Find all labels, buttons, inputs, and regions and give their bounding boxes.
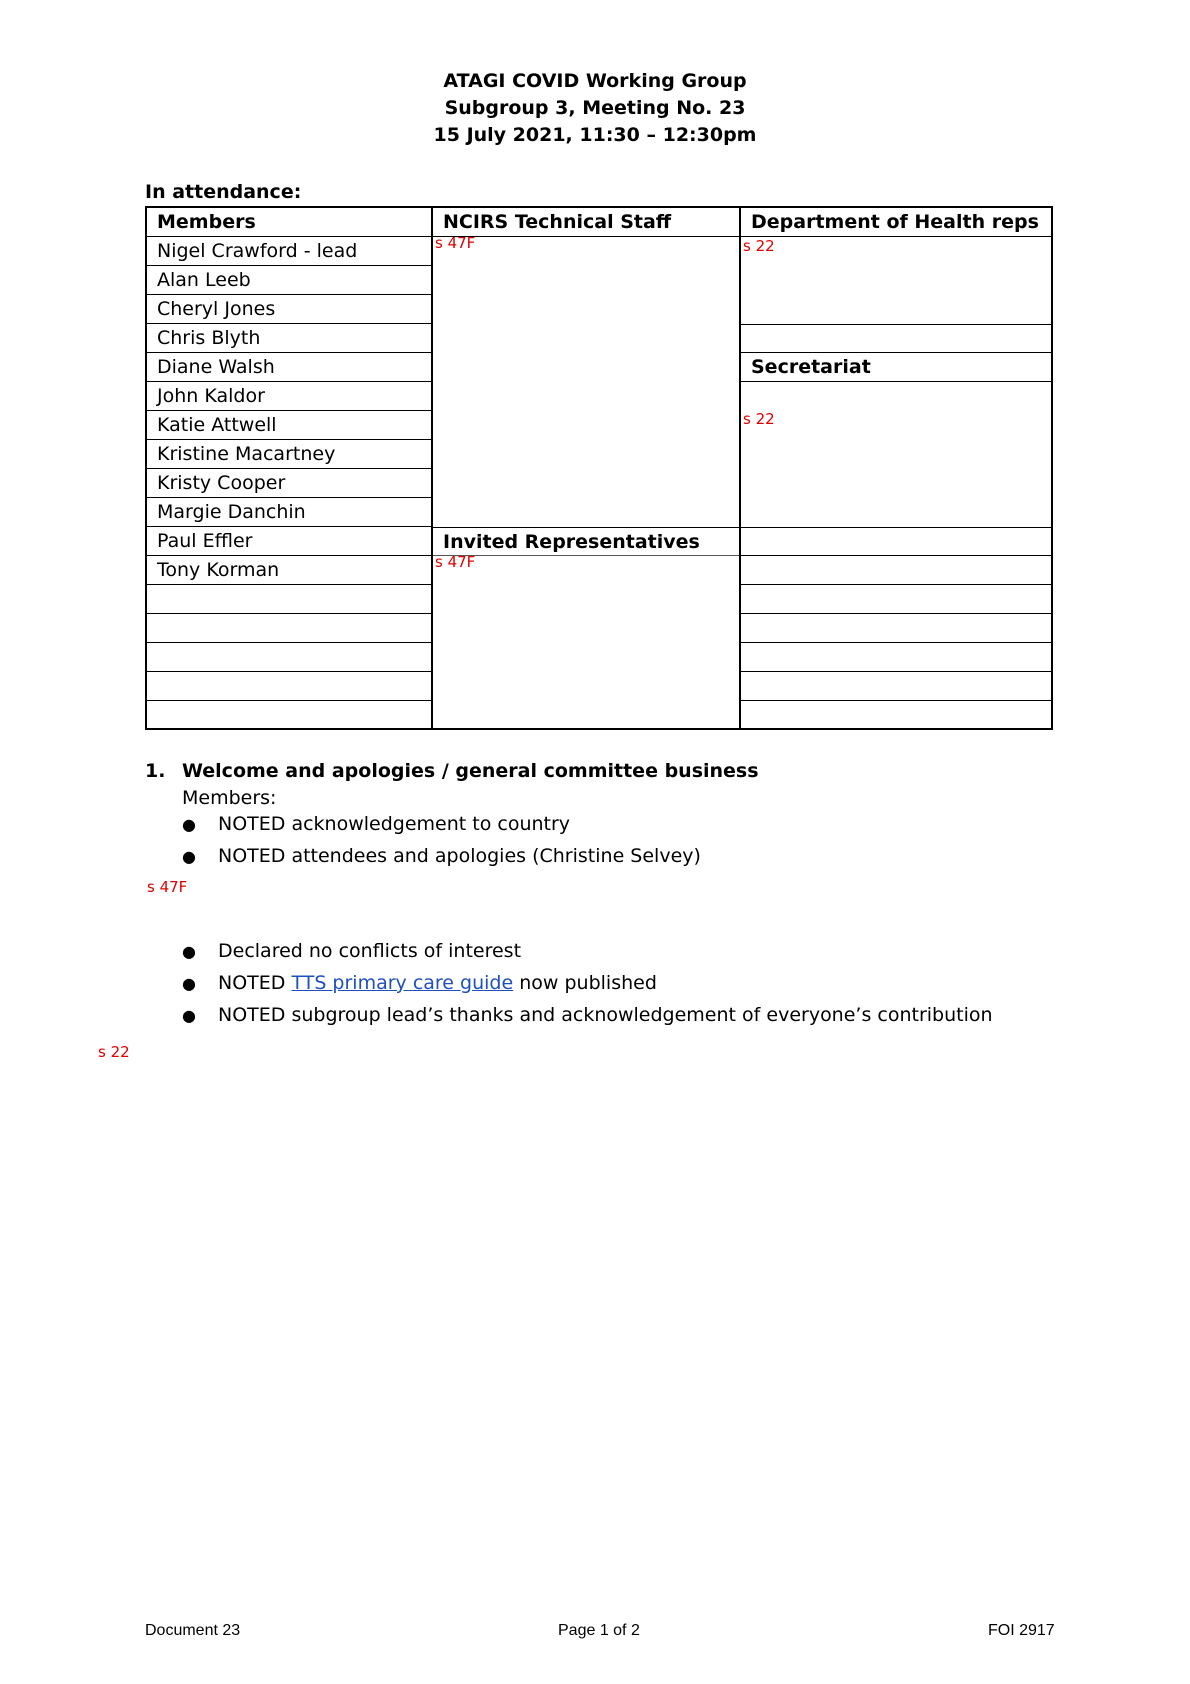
bullet-item [182, 812, 570, 837]
bullet-text: NOTED attendees and apologies (Christine Selvey) [218, 845, 701, 867]
member-row-empty [147, 585, 431, 614]
tts-guide-link[interactable]: TTS primary care guide [291, 972, 514, 994]
member-row: Nigel Crawford - lead [147, 237, 431, 266]
member-row: Tony Korman [147, 556, 431, 585]
invited-redaction: s 47F [435, 553, 476, 571]
title-line-3: 15 July 2021, 11:30 – 12:30pm [433, 124, 757, 146]
section-1-title: Welcome and apologies / general committee business [182, 760, 759, 782]
section-redaction-s47f: s 47F [147, 878, 188, 896]
bullet-item [182, 939, 521, 964]
member-row: Diane Walsh [147, 353, 431, 382]
member-row: Katie Attwell [147, 411, 431, 440]
title-line-1: ATAGI COVID Working Group [443, 70, 747, 92]
secretariat-header: Secretariat [741, 353, 1051, 382]
attendance-label: In attendance: [145, 181, 302, 203]
bullet-text: now published [513, 972, 657, 994]
title-line-2: Subgroup 3, Meeting No. 23 [444, 97, 746, 119]
department-header: Department of Health reps [741, 208, 1051, 237]
bullet-text: NOTED [218, 972, 292, 994]
section-1-number: 1. [145, 760, 166, 782]
department-row-empty [741, 643, 1051, 672]
member-row: Paul Effler [147, 527, 431, 556]
department-row-empty [741, 614, 1051, 643]
member-row-empty [147, 701, 431, 730]
bullet-dot-icon: ● [182, 1006, 196, 1025]
member-row: Alan Leeb [147, 266, 431, 295]
footer-document-id: Document 23 [145, 1622, 241, 1639]
bullet-text: NOTED subgroup lead’s thanks and acknowledgement of everyone’s contribution [218, 1004, 993, 1026]
bullet-item [182, 971, 657, 996]
bullet-dot-icon: ● [182, 942, 196, 961]
invited-header: Invited Representatives [433, 527, 739, 556]
footer-page-number: Page 1 of 2 [558, 1622, 640, 1639]
department-row-empty [741, 585, 1051, 614]
bullet-item [182, 844, 701, 869]
bullet-dot-icon: ● [182, 974, 196, 993]
member-row: John Kaldor [147, 382, 431, 411]
ncirs-column [433, 208, 741, 728]
member-row: Kristy Cooper [147, 469, 431, 498]
bullet-text: Declared no conflicts of interest [218, 940, 522, 962]
department-row-empty [741, 324, 1051, 353]
ncirs-header: NCIRS Technical Staff [433, 208, 739, 237]
member-row: Chris Blyth [147, 324, 431, 353]
attendance-table [145, 206, 1053, 730]
member-row: Margie Danchin [147, 498, 431, 527]
member-row-empty [147, 643, 431, 672]
footer-foi-number: FOI 2917 [988, 1622, 1055, 1639]
section-redaction-s22: s 22 [98, 1043, 130, 1061]
bullet-text: NOTED acknowledgement to country [218, 813, 571, 835]
department-row-empty [741, 701, 1051, 730]
department-row-empty [741, 527, 1051, 556]
member-row-empty [147, 614, 431, 643]
secretariat-redaction: s 22 [743, 410, 775, 428]
document-title [0, 68, 1190, 149]
department-row-empty [741, 556, 1051, 585]
department-column [741, 208, 1051, 728]
section-1-heading [145, 760, 759, 782]
member-row-empty [147, 672, 431, 701]
member-row: Kristine Macartney [147, 440, 431, 469]
member-row: Cheryl Jones [147, 295, 431, 324]
members-header: Members [147, 208, 431, 237]
bullet-dot-icon: ● [182, 815, 196, 834]
bullet-item [182, 1003, 993, 1028]
members-sublabel: Members: [182, 787, 277, 809]
bullet-dot-icon: ● [182, 847, 196, 866]
members-column [147, 208, 433, 728]
department-redaction: s 22 [743, 237, 775, 255]
ncirs-redaction: s 47F [435, 234, 476, 252]
department-row-empty [741, 672, 1051, 701]
